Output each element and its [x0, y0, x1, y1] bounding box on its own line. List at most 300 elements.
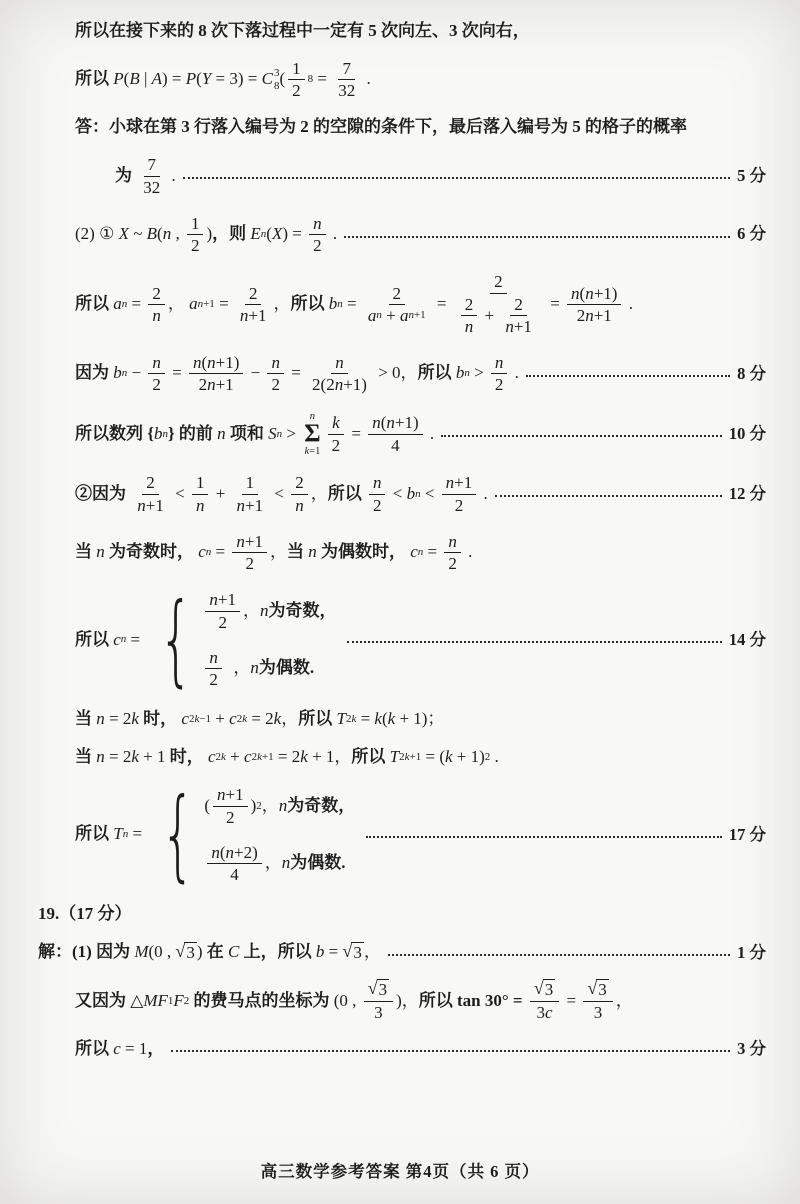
- score-label: 17 分: [728, 824, 766, 844]
- math-variable: k: [332, 413, 340, 433]
- math-run: =: [342, 293, 361, 313]
- text-run: 上，所以: [239, 942, 316, 962]
- math-variable: c: [198, 542, 206, 562]
- math-run: [96, 541, 105, 564]
- math-run: =: [347, 423, 366, 443]
- denominator: [533, 1002, 557, 1023]
- denominator: [148, 305, 165, 326]
- math-variable: n: [448, 531, 457, 551]
- denominator: [192, 495, 209, 516]
- radical: [368, 979, 389, 1000]
- numerator: 7: [338, 58, 355, 80]
- radicand: 3: [544, 980, 554, 1000]
- math-variable: n: [96, 542, 105, 562]
- math-variable: C: [227, 942, 240, 962]
- math-run: −: [246, 363, 265, 383]
- radicand: 3: [353, 943, 362, 963]
- text-run: } 的前: [167, 423, 218, 443]
- math-variable: n: [464, 367, 470, 380]
- denominator: 2: [292, 81, 301, 101]
- math-fraction: [207, 842, 261, 886]
- math-variable: n: [571, 283, 580, 303]
- numerator: 7: [144, 154, 161, 176]
- math-variable: b: [153, 423, 163, 443]
- math-run: M(0 ,: [134, 942, 176, 962]
- math-run: = 2k，: [247, 709, 299, 729]
- math-variable: c: [244, 747, 252, 767]
- math-fraction: [454, 271, 543, 337]
- math-run: <: [420, 483, 439, 503]
- text-run: 所以数列 {: [75, 423, 154, 443]
- numerator: 2: [389, 283, 406, 305]
- denominator: 2: [331, 435, 341, 455]
- math-variable: a: [367, 305, 377, 325]
- numerator: n ( n +1): [189, 352, 243, 374]
- math-run: b =: [315, 942, 343, 962]
- sigma-icon: Σ: [304, 420, 321, 448]
- numerator: 2: [142, 472, 159, 494]
- score-label: 5 分: [737, 165, 766, 185]
- math-run: + c: [225, 747, 252, 767]
- math-run: =: [286, 363, 306, 383]
- math-variable: k: [194, 713, 200, 726]
- numerator: 1: [187, 213, 204, 235]
- math-run: c = 1: [113, 1038, 148, 1058]
- math-run: + a: [381, 305, 409, 325]
- math-variable: b: [406, 483, 416, 503]
- math-fraction: [501, 294, 536, 338]
- math-variable: n: [308, 542, 317, 562]
- math-run: (2) ① X ~ B(n ,: [75, 224, 184, 244]
- math-variable: n: [216, 785, 226, 805]
- text-run: 所以: [327, 483, 366, 503]
- math-variable: c: [545, 1002, 553, 1022]
- math-variable: n: [197, 297, 204, 310]
- radicand: 3: [186, 943, 195, 963]
- dotted-leader: [183, 177, 730, 179]
- math-fraction: [368, 412, 422, 456]
- math-fraction: [334, 58, 359, 102]
- denominator: [461, 316, 478, 337]
- numerator: n +1: [232, 531, 267, 553]
- math-fraction: [232, 531, 267, 575]
- math-run: n = 2k + 1: [96, 747, 166, 767]
- text-run: 为奇数时，: [104, 542, 199, 562]
- math-variable: b: [113, 363, 122, 383]
- math-run: =: [127, 293, 146, 313]
- numerator: n ( n +1): [567, 283, 621, 305]
- math-variable: b: [328, 293, 338, 313]
- math-variable: a: [189, 293, 198, 313]
- radical: [175, 942, 196, 963]
- math-variable: n: [192, 353, 202, 373]
- math-run: +: [480, 305, 499, 325]
- math-run: [143, 990, 168, 1013]
- cases-group: [150, 776, 356, 892]
- numerator: [309, 213, 326, 235]
- math-variable: n: [250, 658, 259, 678]
- math-variable: n: [313, 213, 322, 233]
- denominator: 2: [454, 495, 464, 515]
- math-variable: n: [260, 228, 267, 241]
- cases-group: [148, 581, 337, 698]
- math-run: >: [282, 423, 301, 443]
- math-variable: n: [236, 495, 246, 515]
- superscript: 2: [256, 799, 262, 812]
- answer-line: [75, 58, 766, 102]
- math-run: < b: [388, 483, 416, 503]
- math-fraction: [192, 472, 209, 516]
- math-run: (: [279, 69, 286, 89]
- math-variable: T: [336, 709, 346, 729]
- math-fraction: [364, 979, 393, 1023]
- math-fraction: [288, 58, 305, 102]
- text-run: 所以: [75, 293, 114, 313]
- math-run: [154, 423, 163, 446]
- denominator: 2: [313, 236, 322, 256]
- cases-row: [202, 647, 336, 691]
- math-run: = (k + 1): [421, 747, 485, 767]
- math-variable: n: [121, 367, 128, 380]
- math-run: [113, 629, 121, 652]
- denominator: [454, 294, 543, 338]
- numerator: 2: [148, 283, 165, 305]
- math-run: (0 ,: [333, 990, 361, 1010]
- answer-line: [75, 352, 766, 396]
- text-run: 所以: [298, 709, 337, 729]
- text-run: 所以: [351, 747, 390, 767]
- math-run: [228, 941, 239, 964]
- math-variable: b: [315, 942, 325, 962]
- math-run: ): [250, 795, 257, 815]
- math-run: [217, 423, 226, 446]
- math-variable: n: [408, 308, 414, 321]
- numerator: 2: [291, 472, 308, 494]
- math-fraction: [583, 979, 612, 1023]
- math-variable: n: [205, 546, 212, 559]
- math-fraction: [491, 352, 508, 396]
- math-run: =: [423, 542, 442, 562]
- math-run: [336, 708, 345, 731]
- math-run: ，n: [264, 853, 291, 873]
- math-variable: k: [257, 751, 262, 764]
- subscript: n+1: [197, 297, 215, 310]
- answer-line: [75, 531, 766, 575]
- denominator: 3: [593, 1002, 603, 1022]
- math-variable: k: [131, 747, 139, 767]
- math-variable: n: [335, 353, 344, 373]
- math-run: (X) =: [266, 224, 307, 244]
- denominator: [364, 305, 430, 326]
- math-run: >: [469, 363, 488, 383]
- math-fraction: [309, 213, 326, 257]
- math-variable: k: [387, 709, 396, 729]
- text-run: 为奇数，: [287, 795, 356, 815]
- numerator: n +1: [213, 784, 248, 806]
- score-label: 12 分: [728, 484, 766, 504]
- math-fraction: [133, 472, 168, 516]
- math-variable: n: [209, 590, 218, 610]
- dotted-leader: [526, 375, 730, 377]
- text-run: ，: [147, 1038, 165, 1058]
- brace-icon: {: [160, 776, 196, 892]
- math-variable: n: [122, 828, 129, 841]
- answer-line: [75, 776, 766, 892]
- math-run: (: [204, 795, 210, 815]
- answer-line: [75, 708, 766, 731]
- math-fraction: [530, 979, 559, 1023]
- text-run: 所以: [75, 629, 114, 649]
- math-run: .: [490, 747, 499, 767]
- numerator: 1: [288, 58, 305, 80]
- math-variable: n: [334, 375, 344, 395]
- score-label: 8 分: [737, 363, 766, 383]
- math-run: [189, 293, 198, 316]
- radicand: 3: [598, 980, 607, 1000]
- math-run: .: [167, 165, 176, 185]
- math-run: .: [463, 542, 473, 562]
- answer-line: [38, 903, 766, 926]
- math-run: .: [425, 423, 435, 443]
- math-variable: n: [207, 353, 216, 373]
- math-run: [181, 708, 189, 731]
- text-run: 19.（17 分）: [38, 904, 132, 924]
- radical-sign-icon: √: [367, 978, 378, 999]
- sum-lower-limit: k=1: [304, 445, 321, 457]
- denominator: 2 n +1: [198, 375, 234, 395]
- math-fraction: [567, 283, 621, 327]
- math-fraction: [369, 472, 386, 516]
- page-footer: 高三数学参考答案 第4页（共 6 页）: [260, 1162, 540, 1181]
- denominator: 2: [209, 670, 218, 690]
- math-variable: n: [236, 531, 245, 551]
- denominator: n +1: [236, 495, 264, 515]
- math-fraction: [233, 472, 268, 516]
- math-run: =: [128, 824, 147, 844]
- text-run: 因为: [75, 363, 114, 383]
- text-run: 时，: [138, 709, 182, 729]
- math-fraction: [442, 472, 477, 516]
- text-run: 为偶数.: [290, 853, 346, 873]
- math-fraction: [308, 352, 371, 396]
- math-run: ，n: [242, 600, 269, 620]
- radicand: 3: [378, 980, 388, 1000]
- math-variable: n: [309, 410, 316, 422]
- numerator: [583, 979, 612, 1001]
- text-run: 为奇数，: [268, 600, 337, 620]
- math-run: ): [206, 224, 213, 244]
- math-variable: X: [271, 224, 283, 244]
- answer-line: [75, 746, 766, 769]
- subscript: 2k: [345, 713, 357, 726]
- numerator: n +1: [442, 472, 477, 494]
- math-variable: k: [444, 747, 453, 767]
- math-variable: k: [242, 713, 248, 726]
- math-run: [208, 746, 216, 769]
- denominator: 2: [226, 807, 235, 827]
- subscript: 2: [183, 994, 190, 1007]
- math-variable: n: [372, 413, 381, 433]
- radical-sign-icon: √: [587, 978, 598, 999]
- text-run: 所以 tan 30° =: [418, 990, 527, 1010]
- radical: [534, 979, 555, 1000]
- math-variable: T: [389, 747, 400, 767]
- math-run: = k(k + 1)；: [356, 709, 445, 729]
- math-run: )，: [396, 990, 419, 1010]
- math-run: [113, 823, 122, 846]
- math-run: ，: [273, 293, 291, 313]
- denominator: 2: [218, 612, 227, 632]
- math-variable: n: [211, 842, 220, 862]
- subscript: 2k: [236, 713, 248, 726]
- text-run: 所以: [75, 69, 114, 89]
- numerator: 2: [461, 294, 478, 316]
- denominator: n +1: [137, 495, 164, 515]
- numerator: n ( n +1): [368, 412, 422, 434]
- dotted-leader: [441, 435, 722, 437]
- text-run: 当: [286, 542, 309, 562]
- cases-rows: [204, 784, 355, 885]
- math-variable: n: [494, 353, 504, 373]
- text-run: 所以: [417, 363, 456, 383]
- math-variable: n: [162, 427, 168, 440]
- math-run: [368, 305, 377, 326]
- math-run: ，: [269, 542, 287, 562]
- math-variable: a: [399, 305, 409, 325]
- math-run: =: [167, 363, 186, 383]
- math-run: [329, 293, 338, 316]
- math-variable: b: [455, 363, 465, 383]
- math-fraction: [148, 283, 165, 327]
- math-variable: B: [129, 69, 140, 89]
- math-fraction: [328, 412, 345, 456]
- cases-rows: [202, 589, 336, 690]
- text-run: 当: [75, 747, 97, 767]
- math-run: [113, 362, 122, 385]
- math-variable: C: [261, 69, 273, 89]
- numerator: [205, 647, 222, 669]
- math-variable: k: [304, 445, 310, 457]
- numerator: [148, 352, 165, 374]
- numerator: 1: [192, 472, 209, 494]
- math-fraction: [148, 352, 165, 396]
- math-variable: a: [113, 293, 122, 313]
- math-variable: c: [410, 542, 418, 562]
- math-run: n = 2k: [96, 709, 139, 729]
- math-variable: k: [351, 713, 357, 726]
- math-variable: E: [250, 224, 261, 244]
- math-variable: F: [173, 990, 184, 1010]
- math-run: + c: [211, 709, 237, 729]
- math-run: [268, 423, 277, 446]
- radical-sign-icon: √: [533, 978, 544, 999]
- numerator: [331, 352, 348, 374]
- answer-line: [75, 116, 766, 139]
- text-run: 的费马点的坐标为: [189, 990, 334, 1010]
- math-run: > 0，: [373, 363, 418, 383]
- denominator: 32: [143, 177, 161, 197]
- summation: [304, 411, 320, 458]
- denominator: 2: [448, 554, 457, 574]
- answer-line: [115, 154, 766, 198]
- math-run: <: [270, 483, 289, 503]
- denominator: 2(2 n +1): [312, 375, 367, 395]
- math-fraction: [213, 784, 248, 828]
- math-fraction: [267, 352, 284, 396]
- math-run: ，: [167, 293, 190, 313]
- dotted-leader: [171, 1050, 730, 1052]
- math-variable: P: [113, 69, 124, 89]
- math-variable: c: [229, 709, 237, 729]
- subscript: 2k−1: [188, 713, 212, 726]
- math-variable: B: [146, 224, 158, 244]
- score-label: 10 分: [728, 423, 766, 443]
- math-variable: n: [585, 283, 594, 303]
- math-variable: A: [151, 69, 162, 89]
- math-variable: n: [505, 316, 514, 336]
- math-variable: c: [113, 629, 121, 649]
- subscript: 8: [273, 79, 280, 92]
- superscript: 8: [307, 73, 314, 86]
- answer-line: [38, 941, 766, 964]
- math-fraction: [461, 294, 478, 338]
- math-run: [410, 541, 418, 564]
- math-variable: k: [300, 747, 308, 767]
- math-variable: n: [96, 709, 105, 729]
- math-variable: X: [118, 224, 129, 244]
- answer-line: [75, 979, 766, 1023]
- score-label: 3 分: [737, 1039, 766, 1059]
- denominator: 2 n +1: [576, 305, 612, 325]
- math-run: +: [211, 483, 230, 503]
- answer-line: [75, 581, 766, 698]
- answer-line: [75, 411, 766, 458]
- math-run: [390, 746, 399, 769]
- math-variable: n: [271, 353, 280, 373]
- text-run: 时，: [165, 747, 208, 767]
- subscript: 2k+1: [251, 751, 274, 764]
- text-run: ②因为: [75, 483, 131, 503]
- text-run: 所以: [75, 824, 114, 844]
- math-fraction: [291, 472, 308, 516]
- math-run: =: [126, 629, 145, 649]
- answer-line: [75, 271, 766, 337]
- numerator: [364, 979, 393, 1001]
- dotted-leader: [366, 836, 722, 838]
- denominator: 32: [338, 81, 356, 101]
- math-variable: k: [404, 751, 410, 764]
- subscript: n+1: [408, 308, 426, 321]
- math-run: ，: [363, 942, 381, 962]
- math-run: [173, 990, 183, 1013]
- dotted-leader: [344, 236, 730, 238]
- math-variable: n: [372, 473, 382, 493]
- denominator: 3: [374, 1002, 383, 1022]
- radical-sign-icon: √: [175, 941, 186, 962]
- denominator: 2: [152, 375, 161, 395]
- math-variable: n: [152, 353, 161, 373]
- math-variable: n: [386, 413, 395, 433]
- math-variable: n: [217, 423, 226, 443]
- math-run: [198, 541, 206, 564]
- math-variable: n: [337, 297, 343, 310]
- math-run: .: [510, 363, 519, 383]
- radical-sign-icon: √: [342, 941, 353, 962]
- text-run: 在: [202, 942, 228, 962]
- math-run: 3c: [536, 1002, 553, 1022]
- math-run: [456, 362, 465, 385]
- math-variable: M: [134, 942, 149, 962]
